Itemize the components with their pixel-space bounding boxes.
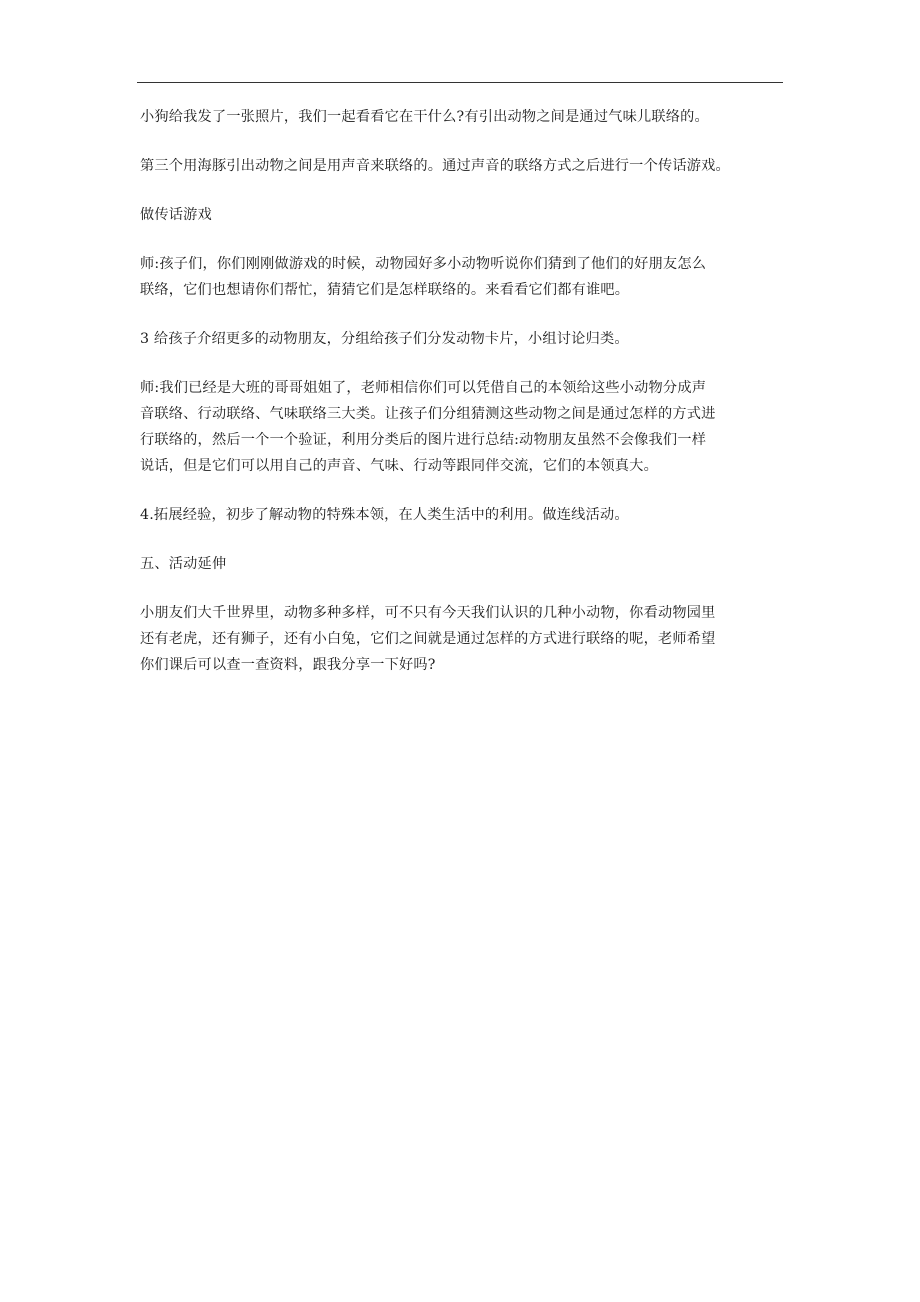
- text-line: 音联络、行动联络、气味联络三大类。让孩子们分组猜测这些动物之间是通过怎样的方式进: [140, 406, 716, 422]
- text-line: 做传话游戏: [140, 207, 212, 223]
- text-line: 小狗给我发了一张照片，我们一起看看它在干什么?有引出动物之间是通过气味儿联络的。: [140, 109, 709, 125]
- text-line: 第三个用海豚引出动物之间是用声音来联络的。通过声音的联络方式之后进行一个传话游戏。: [140, 158, 730, 174]
- text-line: 师:我们已经是大班的哥哥姐姐了，老师相信你们可以凭借自己的本领给这些小动物分成声: [140, 380, 707, 396]
- text-line: 你们课后可以查一查资料，跟我分享一下好吗?: [140, 657, 436, 673]
- text-line: 师:孩子们，你们刚刚做游戏的时候，动物园好多小动物听说你们猜到了他们的好朋友怎么: [140, 256, 707, 272]
- text-line: 五、活动延伸: [140, 556, 227, 572]
- document-body: [140, 104, 790, 701]
- text-line: 小朋友们大千世界里，动物多种多样，可不只有今天我们认识的几种小动物，你看动物园里: [140, 605, 716, 621]
- paragraph-teacher-classify: [140, 375, 790, 479]
- paragraph-dog-photo: [140, 104, 790, 130]
- paragraph-dolphin-sound: [140, 153, 790, 179]
- paragraph-extension: [140, 600, 790, 678]
- paragraph-teacher-intro: [140, 251, 790, 303]
- paragraph-message-game: [140, 202, 790, 228]
- section-heading-extension: [140, 551, 790, 577]
- text-line: 行联络的，然后一个一个验证，利用分类后的图片进行总结:动物朋友虽然不会像我们一样: [140, 432, 707, 448]
- paragraph-step-4: [140, 502, 790, 528]
- text-line: 还有老虎，还有狮子，还有小白兔，它们之间就是通过怎样的方式进行联络的呢，老师希望: [140, 631, 716, 647]
- text-line: 说话，但是它们可以用自己的声音、气味、行动等跟同伴交流，它们的本领真大。: [140, 458, 658, 474]
- text-line: 3 给孩子介绍更多的动物朋友，分组给孩子们分发动物卡片，小组讨论归类。: [140, 331, 629, 347]
- header-rule: [137, 82, 783, 83]
- paragraph-step-3: [140, 326, 790, 352]
- text-line: 联络，它们也想请你们帮忙，猜猜它们是怎样联络的。来看看它们都有谁吧。: [140, 282, 630, 298]
- text-line: 4.拓展经验，初步了解动物的特殊本领，在人类生活中的利用。做连线活动。: [140, 507, 629, 523]
